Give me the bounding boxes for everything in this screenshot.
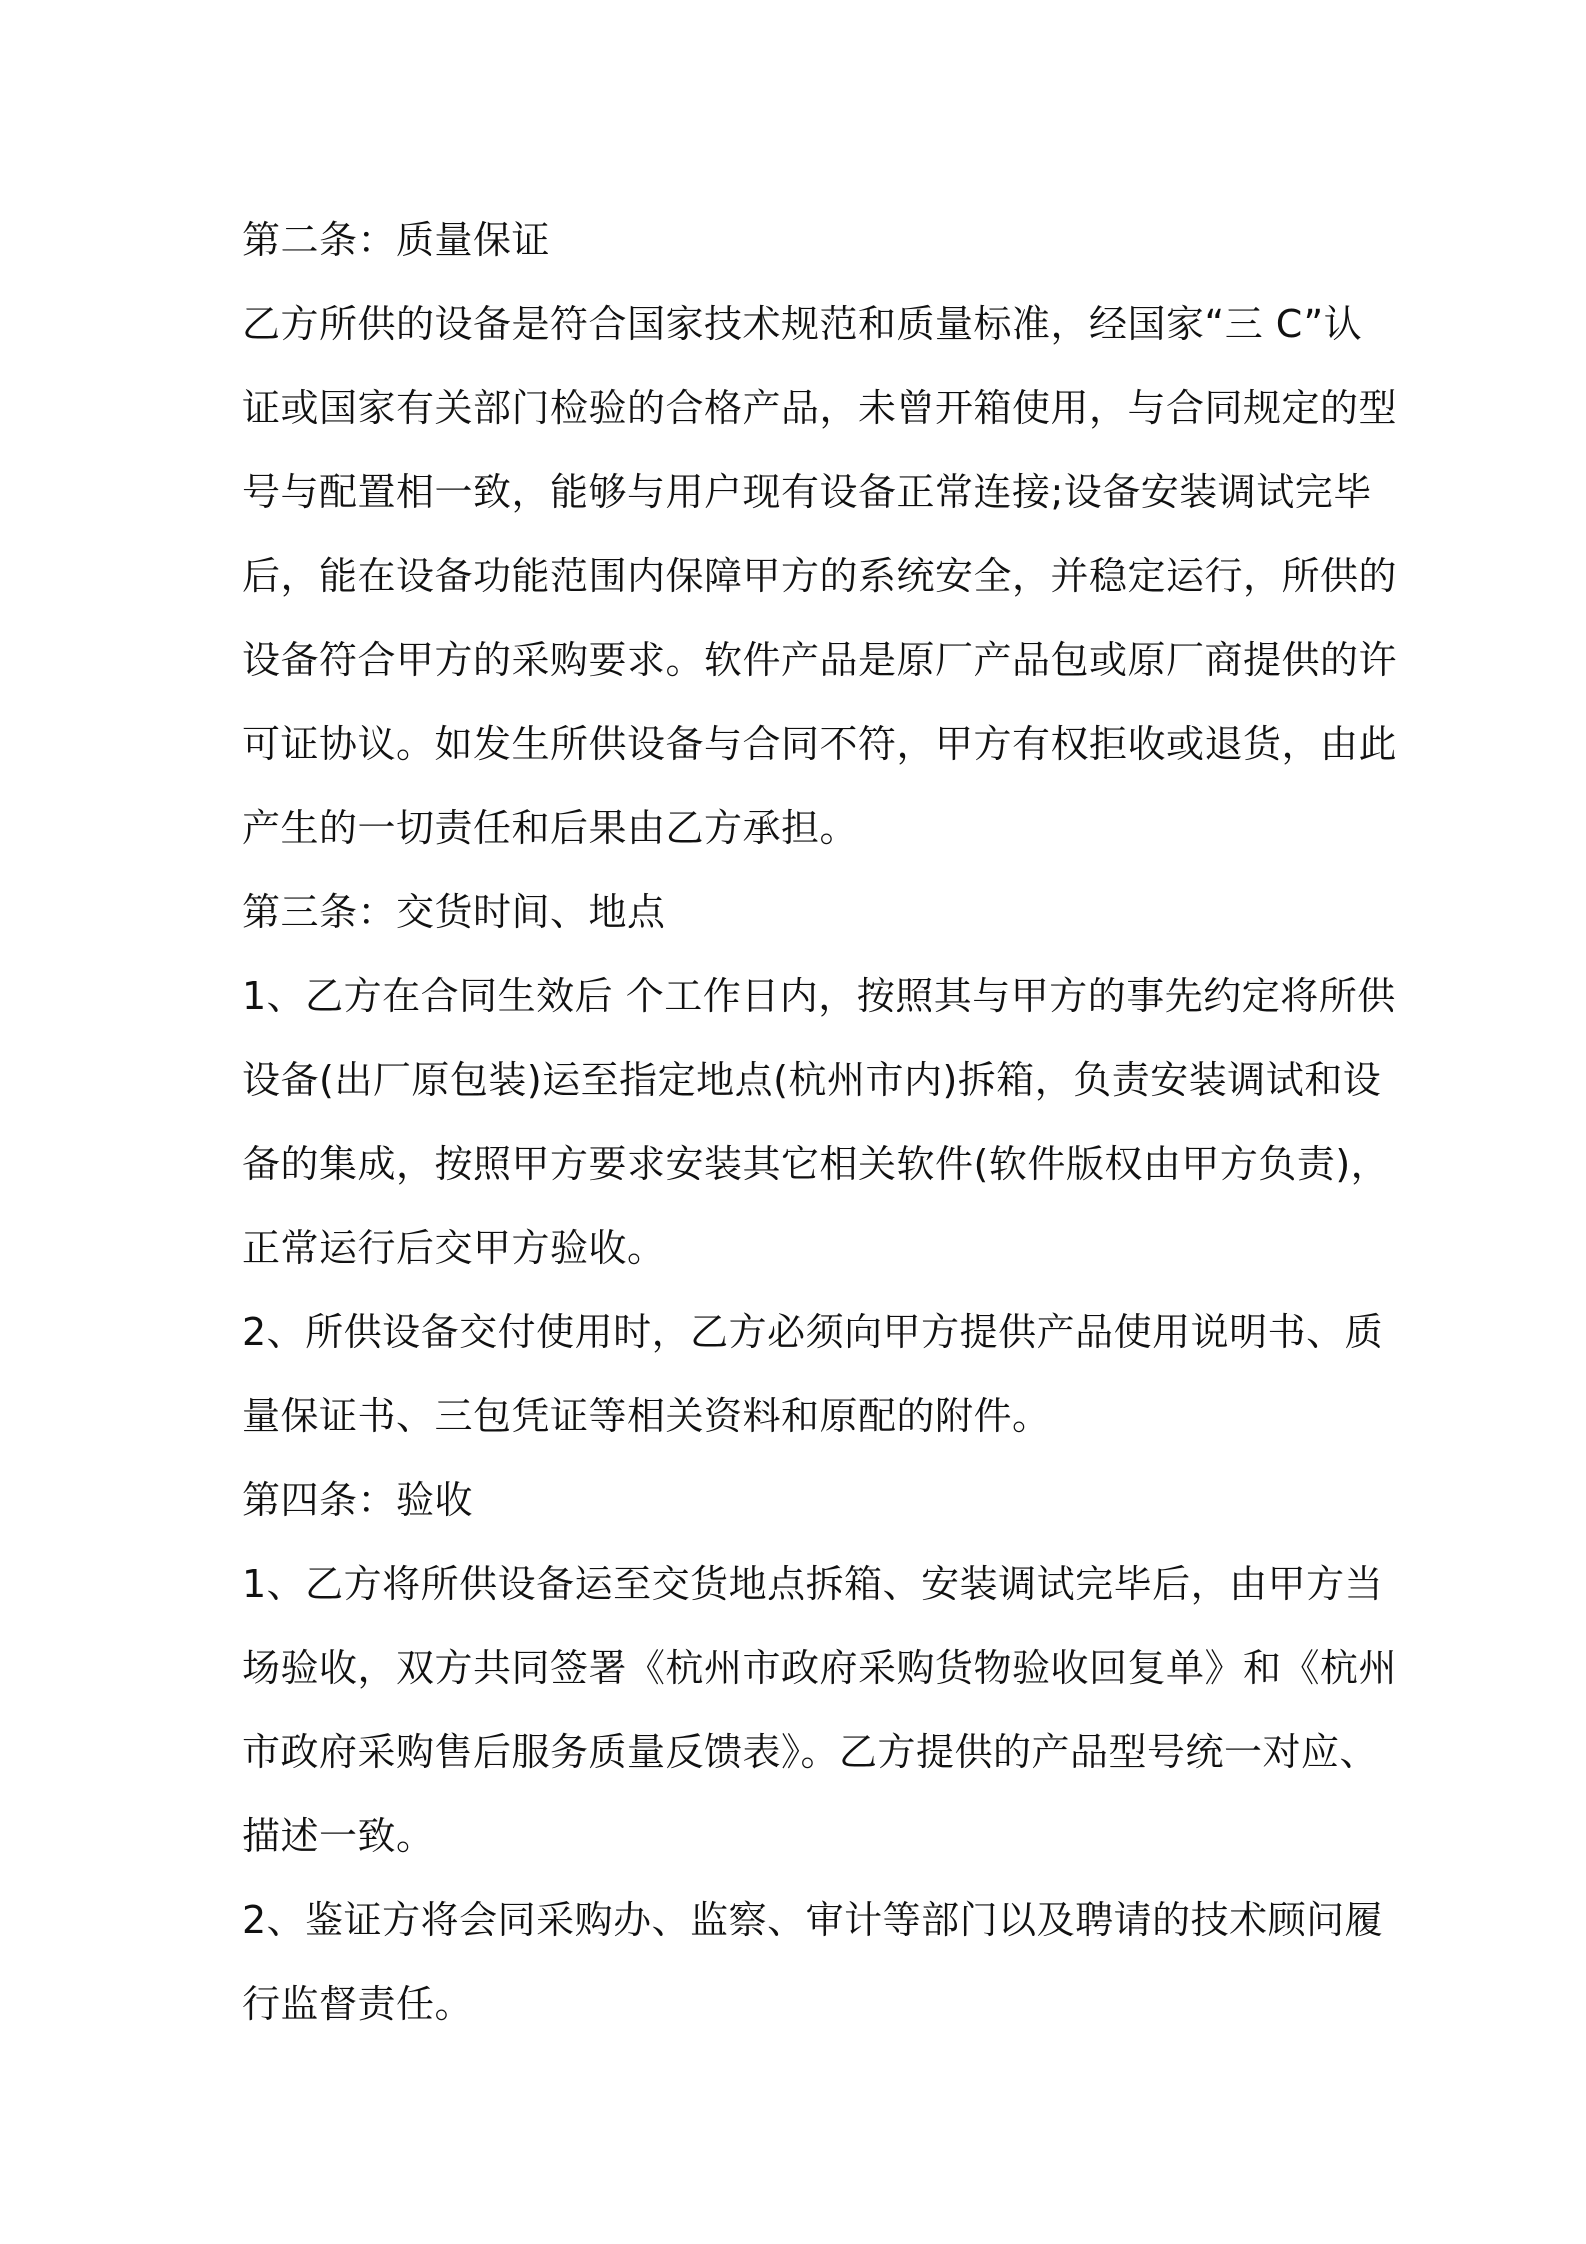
article-2-text-line: 设备符合甲方的采购要求。软件产品是原厂产品包或原厂商提供的许	[242, 638, 1398, 682]
article-4-heading: 第四条：验收	[242, 1478, 474, 1522]
article-2-text-line: 号与配置相一致，能够与用户现有设备正常连接;设备安装调试完毕	[242, 470, 1372, 514]
document-page	[242, 198, 1398, 2046]
article-2-text-line: 后，能在设备功能范围内保障甲方的系统安全，并稳定运行，所供的	[242, 554, 1398, 598]
article-3-item-1-line: 备的集成，按照甲方要求安装其它相关软件(软件版权由甲方负责)，	[242, 1142, 1390, 1186]
article-3-item-1-line: 设备(出厂原包装)运至指定地点(杭州市内)拆箱，负责安装调试和设	[242, 1058, 1382, 1102]
article-2-text-line: 产生的一切责任和后果由乙方承担。	[242, 806, 859, 850]
article-2-text-line: 乙方所供的设备是符合国家技术规范和质量标准，经国家“三 C”认	[242, 302, 1363, 346]
article-4-item-2-line: 行监督责任。	[242, 1982, 474, 2026]
article-3-item-2-line: 量保证书、三包凭证等相关资料和原配的附件。	[242, 1394, 1051, 1438]
article-4-item-1-line: 描述一致。	[242, 1814, 435, 1858]
article-4-item-2-line: 2、鉴证方将会同采购办、监察、审计等部门以及聘请的技术顾问履	[242, 1898, 1384, 1942]
article-3-item-1-line: 正常运行后交甲方验收。	[242, 1226, 666, 1270]
article-2-text-line: 可证协议。如发生所供设备与合同不符，甲方有权拒收或退货，由此	[242, 722, 1398, 766]
article-3-heading: 第三条：交货时间、地点	[242, 890, 666, 934]
article-2-text-line: 证或国家有关部门检验的合格产品，未曾开箱使用，与合同规定的型	[242, 386, 1398, 430]
article-2-heading: 第二条：质量保证	[242, 218, 551, 262]
article-4-item-1-line: 市政府采购售后服务质量反馈表》。乙方提供的产品型号统一对应、	[242, 1730, 1379, 1774]
article-4-item-1-line: 1、乙方将所供设备运至交货地点拆箱、安装调试完毕后，由甲方当	[242, 1562, 1384, 1606]
article-4-item-1-line: 场验收，双方共同签署《杭州市政府采购货物验收回复单》和《杭州	[242, 1646, 1398, 1690]
article-3-item-1-line: 1、乙方在合同生效后 个工作日内，按照其与甲方的事先约定将所供	[242, 974, 1396, 1018]
article-3-item-2-line: 2、所供设备交付使用时，乙方必须向甲方提供产品使用说明书、质	[242, 1310, 1384, 1354]
